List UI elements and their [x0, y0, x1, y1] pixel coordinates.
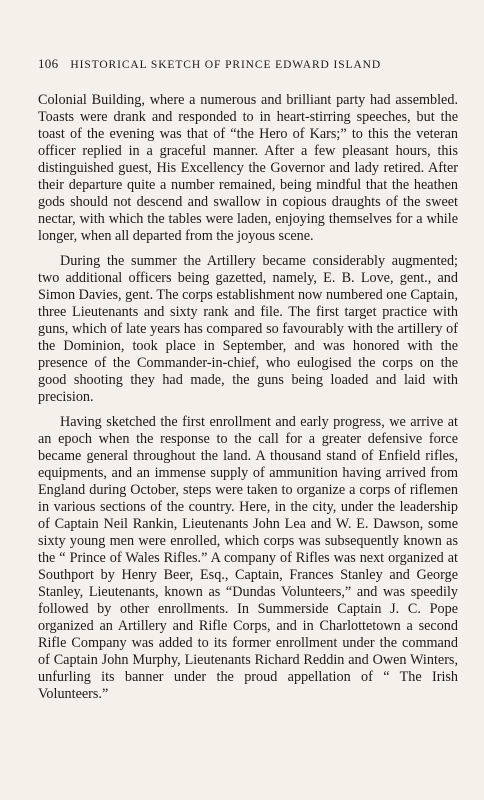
page-header — [38, 56, 458, 72]
running-head: HISTORICAL SKETCH OF PRINCE EDWARD ISLAND — [70, 59, 382, 71]
body-text — [38, 92, 458, 703]
page-number: 106 — [38, 56, 59, 71]
paragraph-continuation: Colonial Building, where a numerous and brilliant party had assembled. Toasts were drank and responded to in heart-stirring speeches, but the toast of the evening was that of “the Hero of Kars;” to this the veteran officer replied in a graceful manner. After a few pleasant hours, this distinguished guest, His Excellency the Governor and lady retired. After their departure quite a number remained, being mindful that the heathen gods should not descend and swallow in copious draughts of the sweet nectar, with which the tables were laden, enjoying themselves for a while longer, when all departed from the joyous scene. — [38, 92, 458, 244]
paragraph-riflemen: Having sketched the first enrollment and early progress, we arrive at an epoch when the response to the call for a greater defensive force became general throughout the land. A thousand stand of Enfield rifles, equipments, and an immense supply of ammunition having arrived from England during October, steps were taken to organize a corps of riflemen in various sections of the country. Here, in the city, under the leadership of Captain Neil Rankin, Lieutenants John Lea and W. E. Dawson, some sixty young men were enrolled, which corps was subsequently known as the “ Prince of Wales Rifles.” A company of Rifles was next organized at Southport by Henry Beer, Esq., Captain, Frances Stanley and George Stanley, Lieutenants, known as “Dundas Volunteers,” and was speedily followed by other enrollments. In Summerside Captain J. C. Pope organized an Artillery and Rifle Corps, and in Charlottetown a second Rifle Company was added to its former enrollment under the command of Captain John Murphy, Lieutenants Richard Reddin and Owen Winters, unfurling its banner under the proud appellation of “ The Irish Volunteers.” — [38, 414, 458, 702]
paragraph-artillery: During the summer the Artillery became considerably augmented; two additional officers being gazetted, namely, E. B. Love, gent., and Simon Davies, gent. The corps establishment now numbered one Captain, three Lieutenants and sixty rank and file. The first target practice with guns, which of late years has compared so favourably with the artillery of the Dominion, took place in September, and was honored with the presence of the Commander-in-chief, who eulogised the corps on the good shooting they had made, the guns being loaded and laid with precision. — [38, 253, 458, 405]
